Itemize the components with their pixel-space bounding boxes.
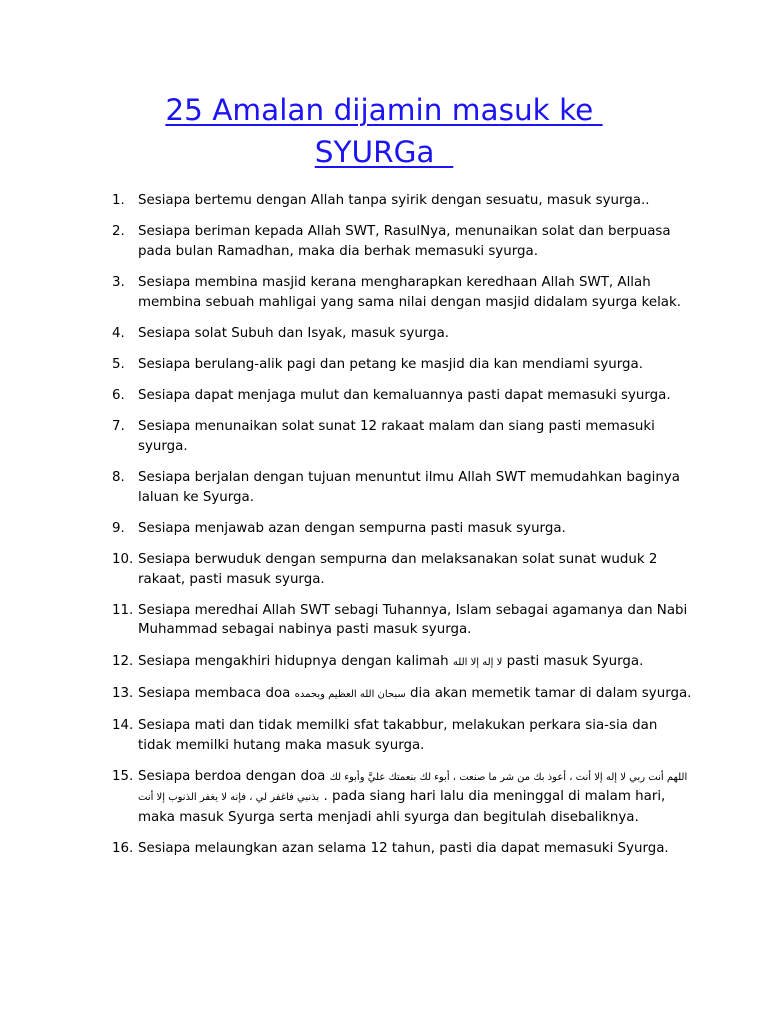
list-item xyxy=(112,550,692,589)
list-item-number: 12. xyxy=(112,653,134,669)
list-item-text: Sesiapa solat Subuh dan Isyak, masuk syurga. xyxy=(138,325,450,341)
title-line-1: 25 Amalan dijamin masuk ke xyxy=(165,93,603,127)
list-item xyxy=(112,519,692,539)
list-item-text: Sesiapa dapat menjaga mulut dan kemaluannya pasti dapat memasuki syurga. xyxy=(138,388,671,404)
list-item-number: 9. xyxy=(112,520,125,536)
list-item-number: 5. xyxy=(112,356,125,372)
list-item xyxy=(112,222,692,261)
list-item xyxy=(112,273,692,312)
list-item-text: Sesiapa mati dan tidak memilki sfat takabbur, melakukan perkara sia-sia dan tidak memilki hutang maka masuk syurga. xyxy=(138,718,658,753)
list-item xyxy=(112,652,692,673)
list-item xyxy=(112,468,692,507)
list-item-text xyxy=(138,654,643,669)
list-item-text: Sesiapa berulang-alik pagi dan petang ke masjid dia kan mendiami syurga. xyxy=(138,356,643,372)
list-item-number: 3. xyxy=(112,274,125,290)
list-item-text: Sesiapa berjalan dengan tujuan menuntut ilmu Allah SWT memudahkan baginya laluan ke Syurga. xyxy=(138,470,680,505)
list-item xyxy=(112,839,692,859)
list-item xyxy=(112,355,692,375)
list-item-number: 11. xyxy=(112,602,134,618)
list-item-number: 15. xyxy=(112,768,134,784)
list-item-text xyxy=(138,686,691,701)
list-item-text-after: . pada siang hari lalu dia meninggal di malam hari, maka masuk Syurga serta menjadi ahli syurga dan begitulah disebaliknya. xyxy=(138,789,666,825)
list-item xyxy=(112,716,692,755)
list-item-number: 7. xyxy=(112,419,125,435)
list-item xyxy=(112,767,692,828)
list-item-text-before: Sesiapa mengakhiri hidupnya dengan kalimah xyxy=(138,653,453,669)
list-item xyxy=(112,386,692,406)
list-item xyxy=(112,684,692,705)
list-item-text: Sesiapa melaungkan azan selama 12 tahun, pasti dia dapat memasuki Syurga. xyxy=(138,841,669,857)
list-item-text: Sesiapa membina masjid kerana mengharapkan keredhaan Allah SWT, Allah membina sebuah mahligai yang sama nilai dengan masjid didalam syurga kelak. xyxy=(138,274,682,310)
arabic-text: اللهم أنت ربي لا إله إلا أنت ، أعوذ بك من شر ما صنعت ، أبوء لك بنعمتك عليَّ وأبوء لك بذنبي فاغفر لي ، فإنه لا يغفر الذنوب إلا أنت xyxy=(138,771,688,804)
list-item-text-after: pasti masuk Syurga. xyxy=(502,653,644,669)
arabic-text: سبحان الله العظيم وبحمده xyxy=(294,688,406,700)
list-item-text-before: Sesiapa berdoa dengan doa xyxy=(138,768,330,784)
list-item-text: Sesiapa berwuduk dengan sempurna dan melaksanakan solat sunat wuduk 2 rakaat, pasti masuk syurga. xyxy=(138,552,658,587)
document-title xyxy=(0,89,768,173)
list-item-text: Sesiapa meredhai Allah SWT sebagi Tuhannya, Islam sebagai agamanya dan Nabi Muhammad sebagai nabinya pasti masuk syurga. xyxy=(138,602,688,638)
list-item-text: Sesiapa beriman kepada Allah SWT, RasulNya, menunaikan solat dan berpuasa pada bulan Ramadhan, maka dia berhak memasuki syurga. xyxy=(138,224,671,259)
amalan-list xyxy=(112,191,692,870)
list-item-number: 14. xyxy=(112,718,134,733)
arabic-text: لا إله إلا الله xyxy=(452,656,503,668)
list-item-number: 10. xyxy=(112,552,134,568)
list-item-text-after: dia akan memetik tamar di dalam syurga. xyxy=(405,685,692,701)
list-item-number: 8. xyxy=(112,470,125,486)
list-item-number: 16. xyxy=(112,841,134,857)
list-item-text: Sesiapa bertemu dengan Allah tanpa syirik dengan sesuatu, masuk syurga.. xyxy=(138,193,650,208)
list-item xyxy=(112,191,692,211)
list-item-number: 13. xyxy=(112,685,134,701)
list-item-text: Sesiapa menjawab azan dengan sempurna pasti masuk syurga. xyxy=(138,520,566,536)
list-item-text xyxy=(138,769,687,825)
list-item-number: 6. xyxy=(112,388,125,404)
list-item-text: Sesiapa menunaikan solat sunat 12 rakaat malam dan siang pasti memasuki syurga. xyxy=(138,419,655,454)
list-item-text-before: Sesiapa membaca doa xyxy=(138,685,295,701)
list-item-number: 2. xyxy=(112,224,125,240)
list-item xyxy=(112,324,692,344)
title-line-2: SYURGa xyxy=(314,135,454,169)
list-item-number: 1. xyxy=(112,193,125,208)
list-item xyxy=(112,417,692,456)
list-item-number: 4. xyxy=(112,325,125,341)
list-item xyxy=(112,601,692,640)
